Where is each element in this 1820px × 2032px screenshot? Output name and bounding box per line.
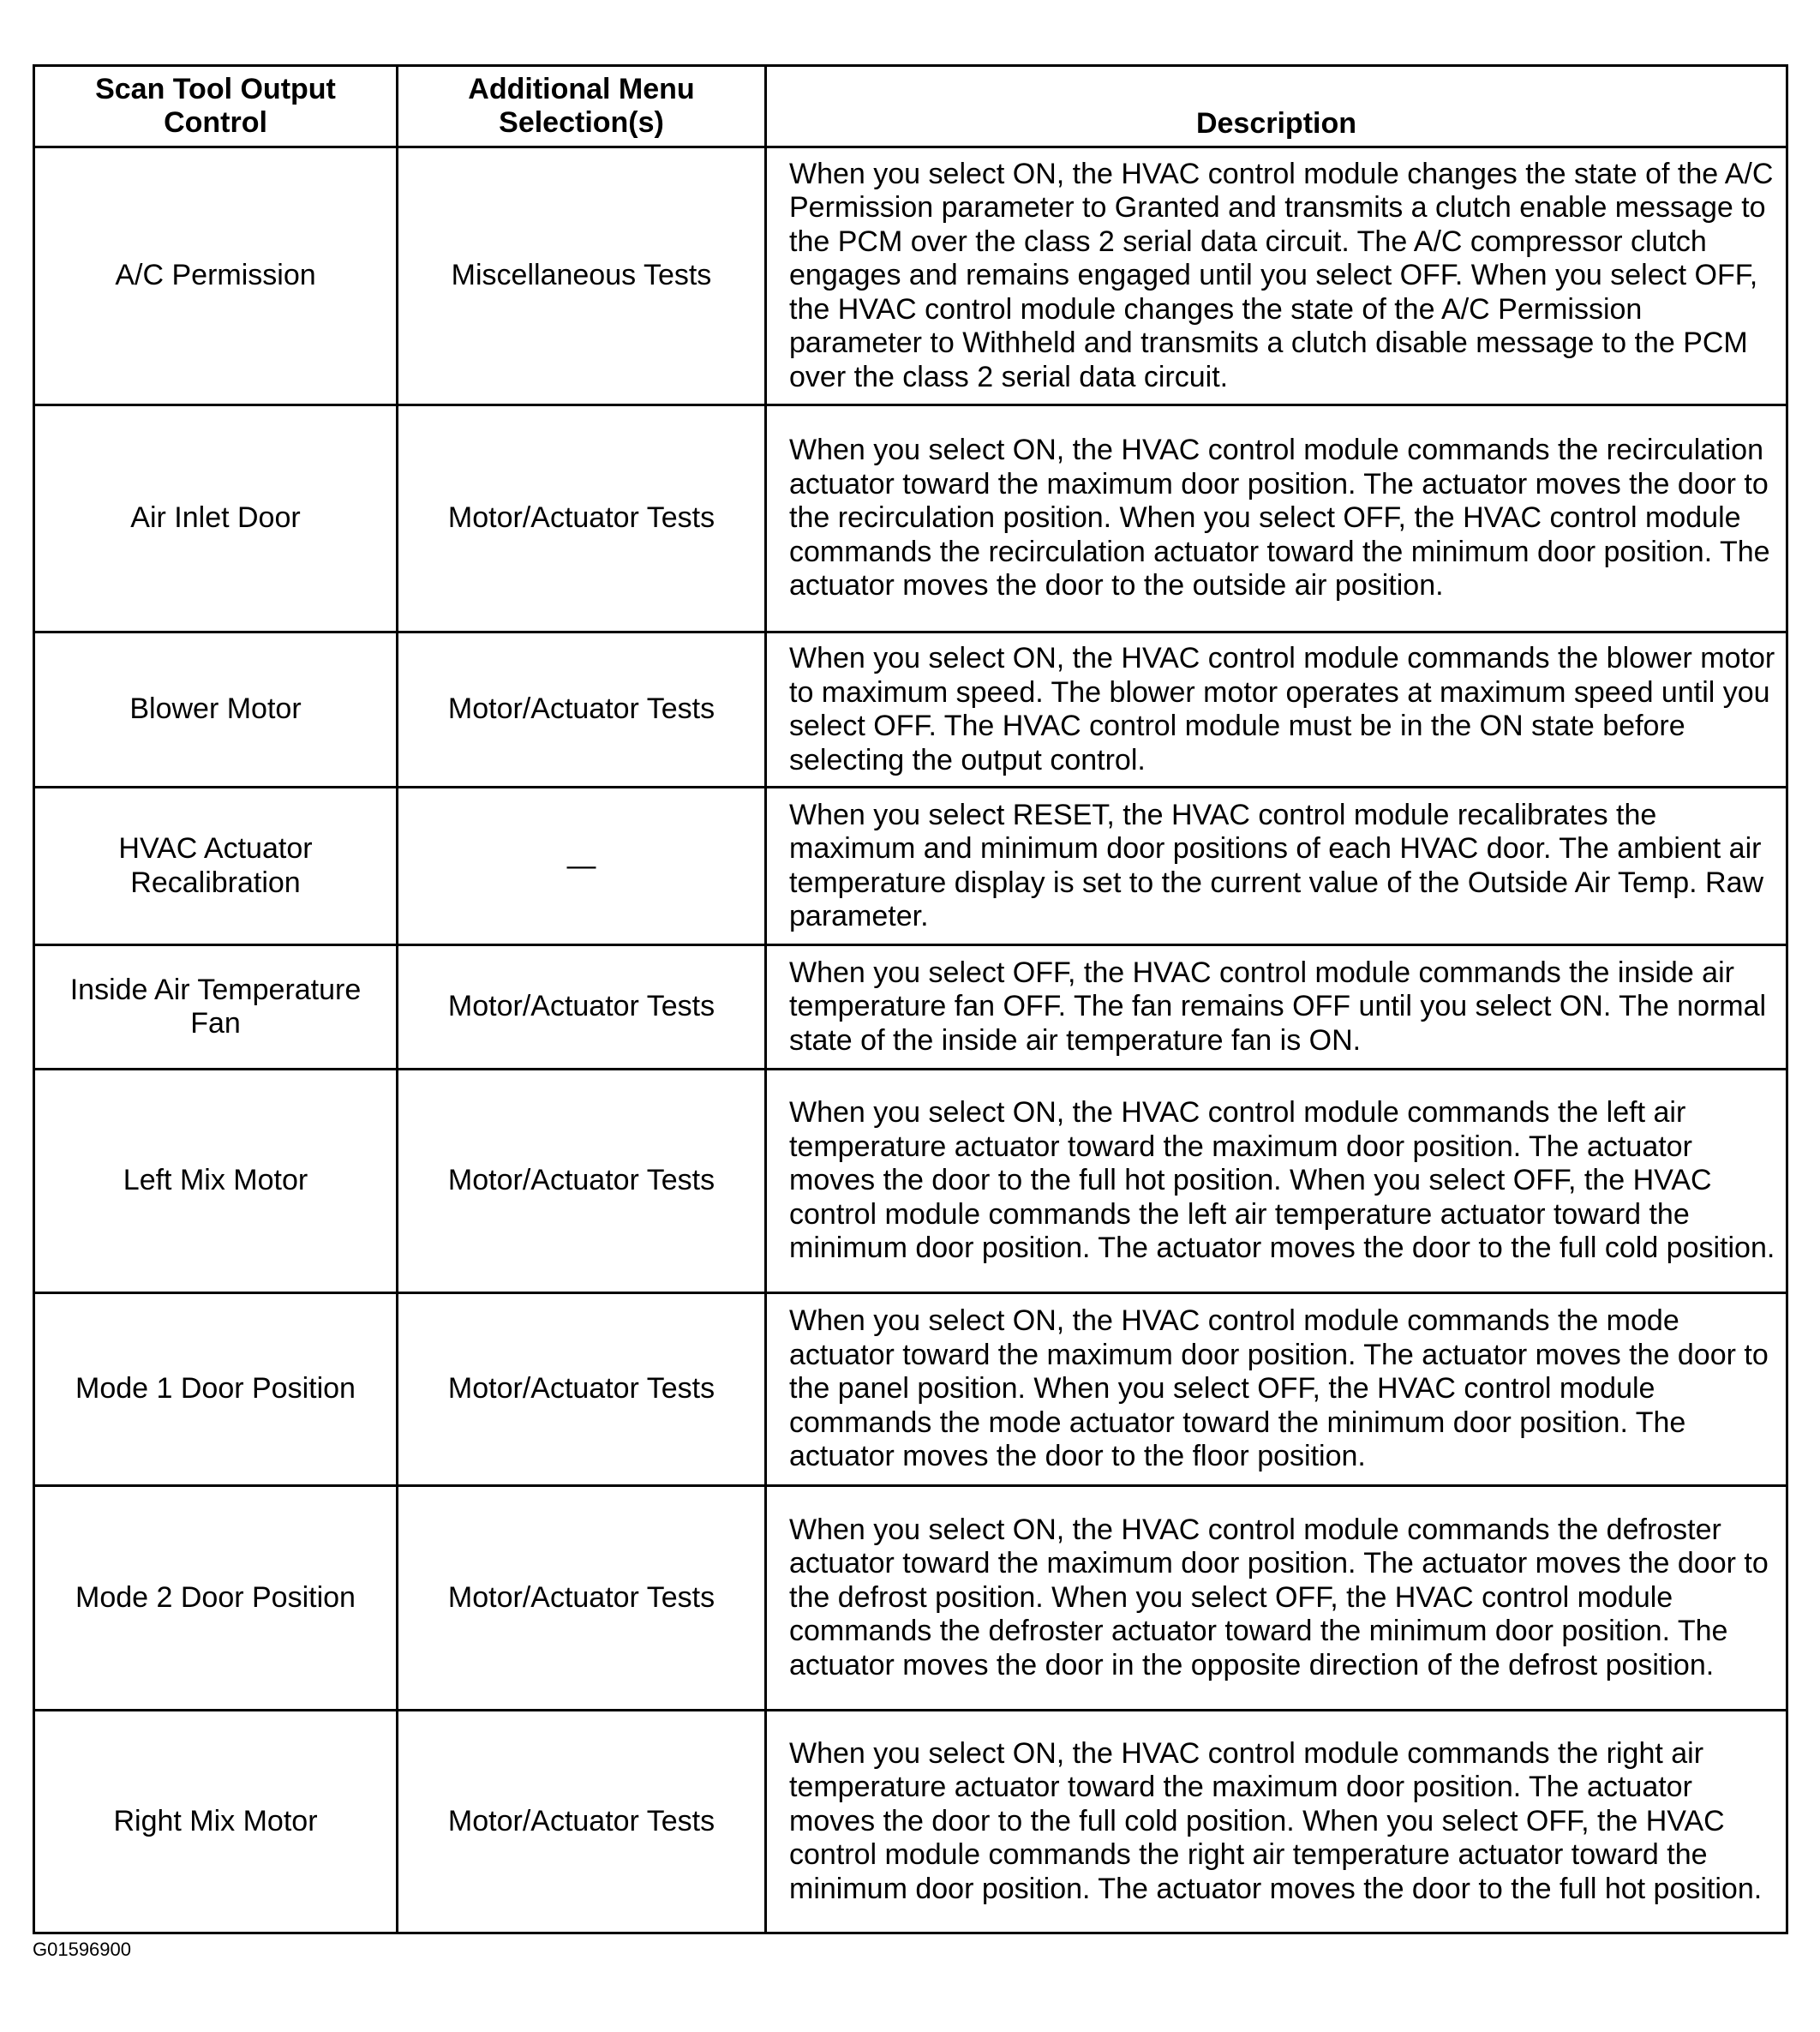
control-cell: Mode 2 Door Position	[34, 1486, 398, 1711]
menu-cell: Motor/Actuator Tests	[398, 1486, 766, 1711]
table-row	[34, 1070, 1787, 1293]
control-cell: Right Mix Motor	[34, 1711, 398, 1933]
description-cell: When you select ON, the HVAC control module commands the left air temperature actuator toward the maximum door position. The actuator moves the door to the full hot position. When you select OFF, the HVAC control module commands the left air temperature actuator toward the minimum door position. The actuator moves the door to the full cold position.	[766, 1070, 1787, 1293]
header-description: Description	[766, 66, 1787, 147]
menu-cell: Motor/Actuator Tests	[398, 1070, 766, 1293]
header-row	[34, 66, 1787, 147]
table-row	[34, 632, 1787, 788]
description-cell: When you select ON, the HVAC control module commands the blower motor to maximum speed. The blower motor operates at maximum speed until you select OFF. The HVAC control module must be in the ON state before selecting the output control.	[766, 632, 1787, 788]
table-row	[34, 788, 1787, 945]
table-row	[34, 147, 1787, 405]
description-cell: When you select ON, the HVAC control module commands the defroster actuator toward the maximum door position. The actuator moves the door to the defrost position. When you select OFF, the HVAC control module commands the defroster actuator toward the minimum door position. The actuator moves the door in the opposite direction of the defrost position.	[766, 1486, 1787, 1711]
menu-cell: Motor/Actuator Tests	[398, 1711, 766, 1933]
control-cell: A/C Permission	[34, 147, 398, 405]
description-cell: When you select OFF, the HVAC control module commands the inside air temperature fan OFF. The fan remains OFF until you select ON. The normal state of the inside air temperature fan is ON.	[766, 945, 1787, 1070]
control-cell: Air Inlet Door	[34, 405, 398, 632]
header-scan-tool-output-control: Scan Tool Output Control	[34, 66, 398, 147]
control-cell: Mode 1 Door Position	[34, 1293, 398, 1486]
description-cell: When you select RESET, the HVAC control module recalibrates the maximum and minimum door positions of each HVAC door. The ambient air temperature display is set to the current value of the Outside Air Temp. Raw parameter.	[766, 788, 1787, 945]
control-cell: Blower Motor	[34, 632, 398, 788]
table-row	[34, 405, 1787, 632]
menu-cell: Motor/Actuator Tests	[398, 945, 766, 1070]
menu-cell: Motor/Actuator Tests	[398, 405, 766, 632]
header-additional-menu-selections: Additional Menu Selection(s)	[398, 66, 766, 147]
menu-cell: Miscellaneous Tests	[398, 147, 766, 405]
description-cell: When you select ON, the HVAC control module commands the mode actuator toward the maximum door position. The actuator moves the door to the panel position. When you select OFF, the HVAC control module commands the mode actuator toward the minimum door position. The actuator moves the door to the floor position.	[766, 1293, 1787, 1486]
menu-cell: Motor/Actuator Tests	[398, 1293, 766, 1486]
description-cell: When you select ON, the HVAC control module commands the right air temperature actuator toward the maximum door position. The actuator moves the door to the full cold position. When you select OFF, the HVAC control module commands the right air temperature actuator toward the minimum door position. The actuator moves the door to the full hot position.	[766, 1711, 1787, 1933]
description-cell: When you select ON, the HVAC control module changes the state of the A/C Permission parameter to Granted and transmits a clutch enable message to the PCM over the class 2 serial data circuit. The A/C compressor clutch engages and remains engaged until you select OFF. When you select OFF, the HVAC control module changes the state of the A/C Permission parameter to Withheld and transmits a clutch disable message to the PCM over the class 2 serial data circuit.	[766, 147, 1787, 405]
menu-cell: Motor/Actuator Tests	[398, 632, 766, 788]
menu-cell: —	[398, 788, 766, 945]
table-row	[34, 1293, 1787, 1486]
control-cell: Left Mix Motor	[34, 1070, 398, 1293]
control-cell: Inside Air Temperature Fan	[34, 945, 398, 1070]
output-control-table	[33, 64, 1788, 1934]
figure-id: G01596900	[33, 1939, 131, 1960]
table-row	[34, 1486, 1787, 1711]
table-row	[34, 945, 1787, 1070]
control-cell: HVAC Actuator Recalibration	[34, 788, 398, 945]
description-cell: When you select ON, the HVAC control module commands the recirculation actuator toward the maximum door position. The actuator moves the door to the recirculation position. When you select OFF, the HVAC control module commands the recirculation actuator toward the minimum door position. The actuator moves the door to the outside air position.	[766, 405, 1787, 632]
table-row	[34, 1711, 1787, 1933]
